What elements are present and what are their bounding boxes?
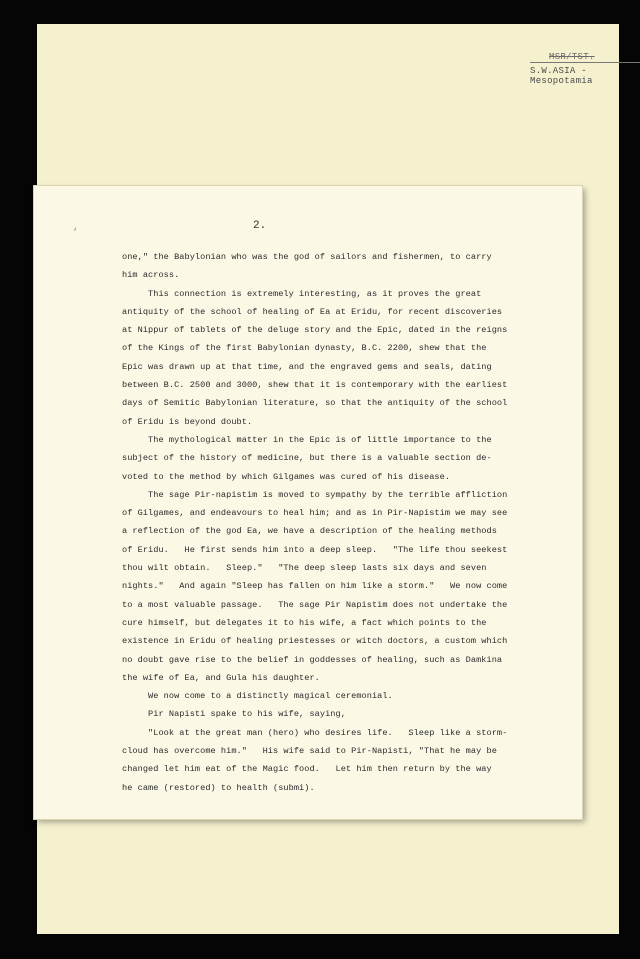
text-line: This connection is extremely interesting, as it proves the great <box>122 288 482 299</box>
typed-page <box>34 186 582 819</box>
text-line: a reflection of the god Ea, we have a description of the healing methods <box>122 526 497 537</box>
text-line: existence in Eridu of healing priestesses or witch doctors, a custom which <box>122 636 508 647</box>
text-line: Epic was drawn up at that time, and the engraved gems and seals, dating <box>122 361 492 372</box>
typed-text-block <box>122 248 552 797</box>
text-line: at Nippur of tablets of the deluge story and the Epic, dated in the reigns <box>122 325 508 336</box>
text-line: he came (restored) to health (submi). <box>122 782 315 793</box>
text-line: We now come to a distinctly magical ceremonial. <box>122 691 393 702</box>
label-rule <box>530 62 640 63</box>
text-line: of Eridu. He first sends him into a deep sleep. "The life thou seekest <box>122 544 508 555</box>
text-line: thou wilt obtain. Sleep." "The deep sleep lasts six days and seven <box>122 563 487 574</box>
reference-label: MSR/TST. <box>549 52 595 62</box>
margin-tick-mark: ‘ <box>72 228 79 239</box>
text-line: nights." And again "Sleep has fallen on him like a storm." We now come <box>122 581 508 592</box>
text-line: subject of the history of medicine, but there is a valuable section de- <box>122 453 492 464</box>
text-line: of the Kings of the first Babylonian dynasty, B.C. 2200, shew that the <box>122 343 487 354</box>
text-line: days of Semitic Babylonian literature, so that the antiquity of the school <box>122 398 508 409</box>
text-line: him across. <box>122 270 180 281</box>
text-line: between B.C. 2500 and 3000, shew that it is contemporary with the earliest <box>122 380 508 391</box>
text-line: no doubt gave rise to the belief in goddesses of healing, such as Damkina <box>122 654 503 665</box>
text-line: "Look at the great man (hero) who desires life. Sleep like a storm- <box>122 727 508 738</box>
text-line: of Eridu is beyond doubt. <box>122 416 253 427</box>
text-line: changed let him eat of the Magic food. Let him then return by the way <box>122 764 492 775</box>
text-line: cloud has overcome him." His wife said to Pir-Napisti, "That he may be <box>122 746 497 757</box>
text-line: The mythological matter in the Epic is of little importance to the <box>122 434 492 445</box>
text-line: of Gilgames, and endeavours to heal him; and as in Pir-Napistim we may see <box>122 508 508 519</box>
text-line: antiquity of the school of healing of Ea at Eridu, for recent discoveries <box>122 306 503 317</box>
region-label: S.W.ASIA - Mesopotamia <box>530 66 593 86</box>
text-line: the wife of Ea, and Gula his daughter. <box>122 672 320 683</box>
text-line: Pir Napisti spake to his wife, saying, <box>122 709 346 720</box>
text-line: to a most valuable passage. The sage Pir Napistim does not undertake the <box>122 599 508 610</box>
text-line: The sage Pir-napistim is moved to sympathy by the terrible affliction <box>122 489 508 500</box>
text-line: one," the Babylonian who was the god of sailors and fishermen, to carry <box>122 252 492 262</box>
page-number: 2. <box>253 220 267 232</box>
text-line: cure himself, but delegates it to his wife, a fact which points to the <box>122 617 487 628</box>
text-line: voted to the method by which Gilgames was cured of his disease. <box>122 471 451 482</box>
